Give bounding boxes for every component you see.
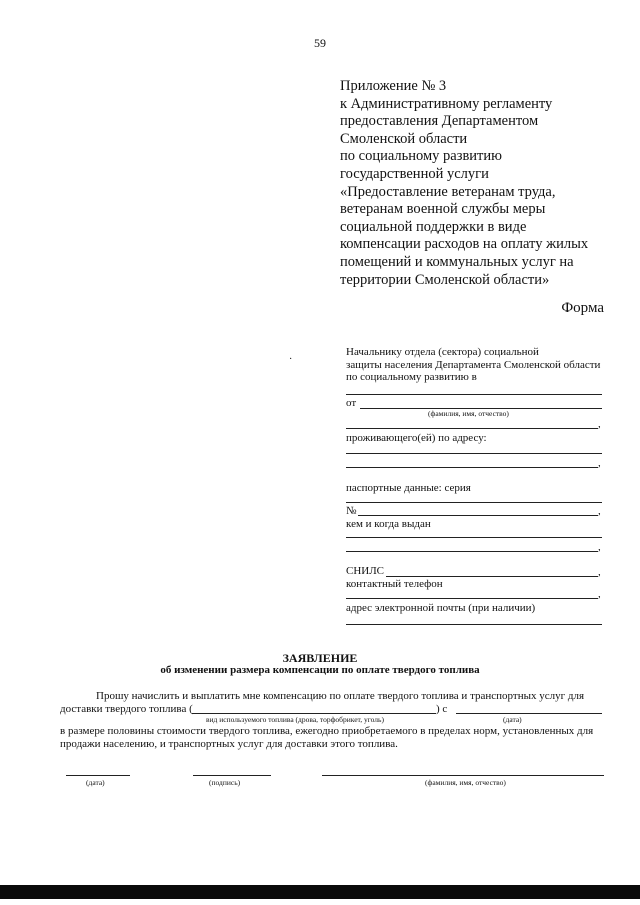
issued-label: кем и когда выдан	[346, 518, 431, 530]
stray-dot: ·	[289, 354, 293, 365]
statement-line-2-mid: ) с	[436, 703, 448, 715]
snils-label: СНИЛС	[346, 565, 385, 577]
signature-hint: (подпись)	[209, 778, 241, 787]
snils-line[interactable]	[386, 576, 598, 577]
comma: ,	[598, 418, 601, 430]
appendix-line: государственной услуги	[340, 165, 489, 182]
statement-line-2-prefix: доставки твердого топлива (	[60, 703, 193, 715]
passport-number-line[interactable]	[358, 515, 598, 516]
signature-date-hint: (дата)	[86, 778, 105, 787]
fuel-type-line[interactable]	[192, 713, 436, 714]
from-name-line-2[interactable]	[346, 428, 598, 429]
appendix-line: предоставления Департаментом	[340, 113, 539, 130]
appendix-line: территории Смоленской области»	[340, 271, 550, 288]
appendix-header	[340, 78, 588, 289]
statement-line-3: в размере половины стоимости твердого топлива, ежегодно приобретаемого в пределах норм, установленных для	[60, 725, 594, 737]
appendix-line: помещений и коммунальных услуг на	[340, 253, 574, 270]
comma: ,	[598, 566, 601, 578]
from-label: от	[346, 397, 357, 409]
comma: ,	[598, 457, 601, 469]
addressee-block	[346, 346, 600, 384]
appendix-line: компенсации расходов на оплату жилых	[340, 236, 589, 253]
signature-name-line[interactable]	[322, 775, 604, 776]
fuel-type-hint: вид используемого топлива (дрова, торфобрикет, уголь)	[206, 715, 384, 724]
scan-border-bar	[0, 885, 640, 899]
recipient-line[interactable]	[346, 394, 602, 395]
statement-line-1: Прошу начислить и выплатить мне компенсацию по оплате твердого топлива и транспортных услуг для	[96, 690, 585, 702]
appendix-line: ветеранам военной службы меры	[340, 201, 546, 218]
start-date-hint: (дата)	[503, 715, 522, 724]
passport-number-label: №	[346, 505, 357, 517]
issued-line-1[interactable]	[346, 537, 602, 538]
addressee-line: по социальному развитию в	[346, 371, 477, 383]
appendix-line: «Предоставление ветеранам труда,	[340, 183, 556, 200]
phone-line[interactable]	[346, 598, 598, 599]
appendix-line: Смоленской области	[340, 130, 468, 147]
form-label: Форма	[561, 300, 604, 316]
signature-name-hint: (фамилия, имя, отчество)	[425, 778, 506, 787]
statement-line-4: продажи населению, и транспортных услуг для доставки этого топлива.	[60, 738, 398, 750]
appendix-line: социальной поддержки в виде	[340, 218, 527, 235]
start-date-line[interactable]	[456, 713, 602, 714]
comma: ,	[598, 505, 601, 517]
signature-date-line[interactable]	[66, 775, 130, 776]
email-line[interactable]	[346, 624, 602, 625]
address-line-2[interactable]	[346, 467, 598, 468]
residence-label: проживающего(ей) по адресу:	[346, 432, 487, 444]
appendix-line: к Административному регламенту	[340, 95, 553, 112]
phone-label: контактный телефон	[346, 578, 443, 590]
comma: ,	[598, 588, 601, 600]
passport-label: паспортные данные: серия	[346, 482, 471, 494]
full-name-hint: (фамилия, имя, отчество)	[428, 409, 509, 418]
signature-line[interactable]	[193, 775, 271, 776]
appendix-line: Приложение № 3	[340, 78, 447, 94]
statement-title: ЗАЯВЛЕНИЕ	[282, 651, 358, 665]
email-label: адрес электронной почты (при наличии)	[346, 602, 536, 614]
appendix-line: по социальному развитию	[340, 148, 502, 165]
issued-line-2[interactable]	[346, 551, 598, 552]
comma: ,	[598, 541, 601, 553]
statement-subtitle: об изменении размера компенсации по оплате твердого топлива	[160, 664, 480, 676]
addressee-line: Начальнику отдела (сектора) социальной	[346, 346, 539, 358]
page-number: 59	[314, 36, 326, 50]
address-line-1[interactable]	[346, 453, 602, 454]
passport-series-line[interactable]	[346, 502, 602, 503]
addressee-line: защиты населения Департамента Смоленской области	[346, 358, 601, 371]
